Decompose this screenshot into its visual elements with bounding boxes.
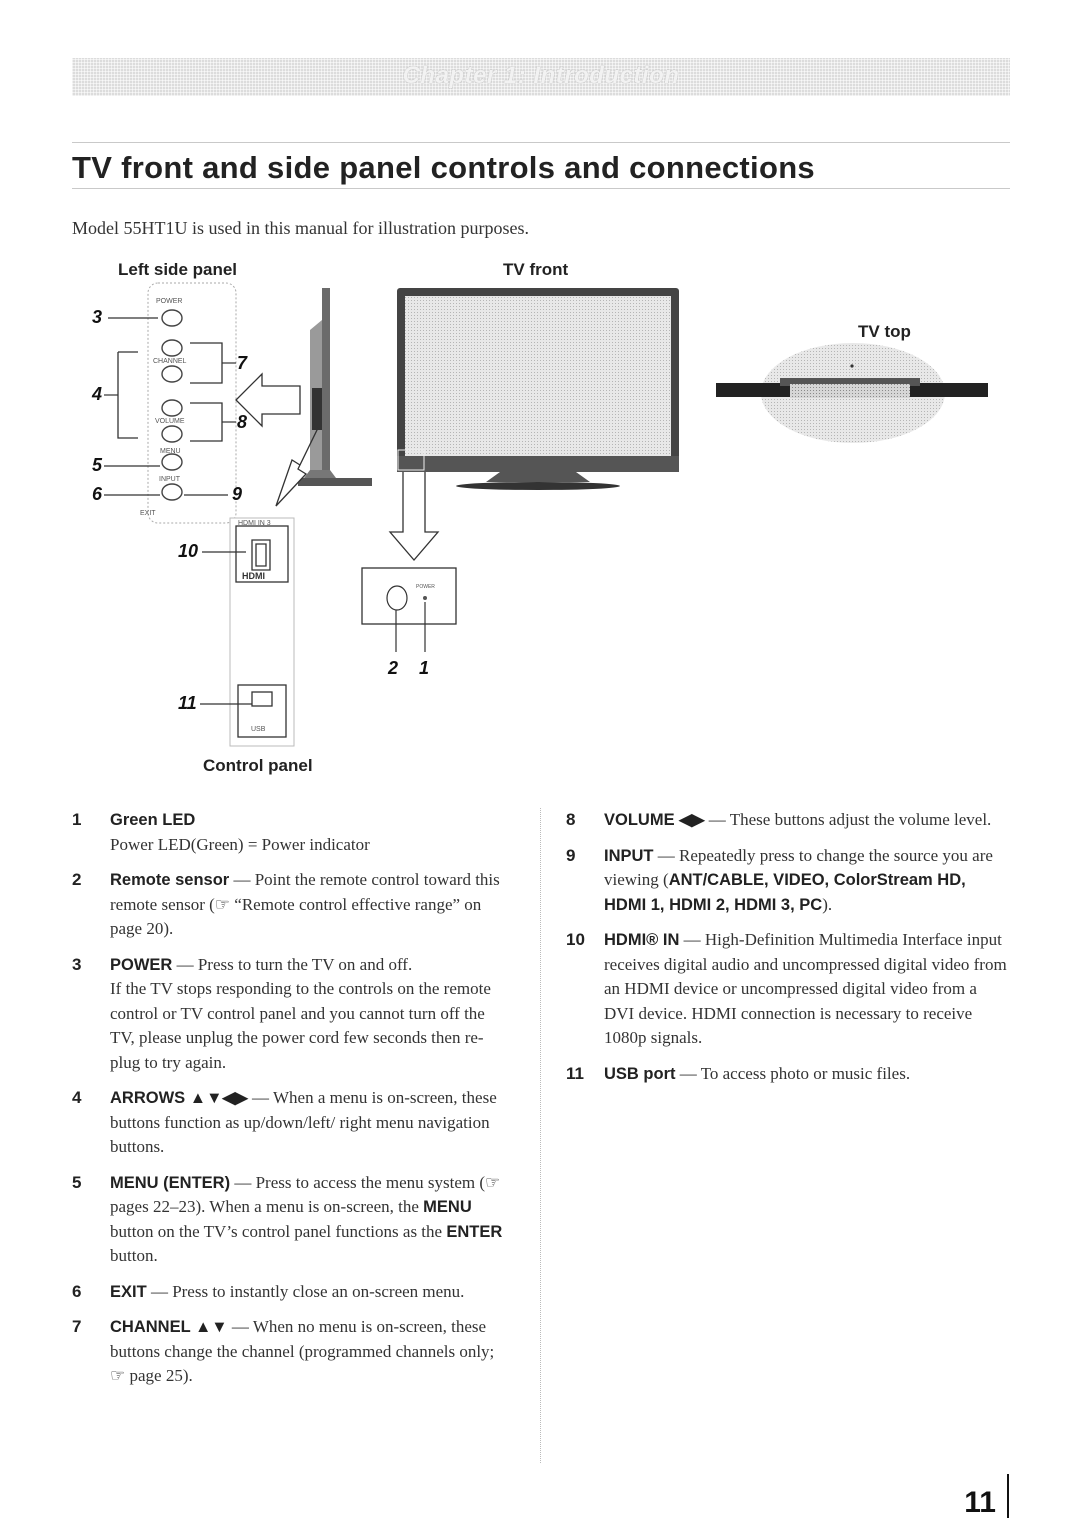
tv-front-label: TV front (503, 260, 569, 279)
hdmi-logo: HDMI (242, 571, 265, 581)
control-panel-label: Control panel (203, 756, 313, 775)
volume-label: VOLUME (155, 418, 185, 425)
volume-left-button-icon (162, 426, 182, 442)
control-panel-drawing (104, 283, 236, 523)
callout-3: 3 (92, 307, 103, 327)
list-item: 5 MENU (ENTER) — Press to access the menu system (☞ pages 22–23). When a menu is on-screen, the MENU button on the TV’s control panel functions as the ENTER button. (72, 1172, 503, 1265)
callout-10: 10 (178, 541, 199, 561)
list-item: 7 CHANNEL ▲▼ — When no menu is on-screen, these buttons change the channel (programmed channels only; ☞ page 25). (72, 1317, 495, 1385)
volume-right-button-icon (162, 400, 182, 416)
tv-top-drawing (716, 343, 988, 443)
list-item: 8 VOLUME ◀▶ — These buttons adjust the volume level. (566, 810, 992, 829)
tv-top-label: TV top (858, 322, 911, 341)
channel-label: CHANNEL (153, 358, 187, 365)
channel-up-button-icon (162, 340, 182, 356)
callout-1: 1 (419, 658, 430, 678)
tv-diagram (0, 0, 1080, 760)
callout-8: 8 (237, 412, 248, 432)
green-led-icon (423, 596, 427, 600)
page-title: TV front and side panel controls and connections (72, 150, 815, 185)
power-label: POWER (156, 298, 183, 305)
connector-panel-drawing (200, 518, 294, 746)
tv-side-view-drawing (236, 288, 372, 506)
list-item: 4 ARROWS ▲▼◀▶ — When a menu is on-screen, these buttons function as up/down/left/ right menu navigation buttons. (72, 1088, 497, 1156)
power-small-label: POWER (416, 584, 435, 590)
input-button-icon (162, 484, 182, 500)
menu-label: MENU (160, 448, 181, 455)
list-item: 9 INPUT — Repeatedly press to change the source you are viewing (ANT/CABLE, VIDEO, ColorStream HD, HDMI 1, HDMI 2, HDMI 3, PC). (566, 845, 993, 914)
callout-4: 4 (92, 384, 103, 404)
items-left-column (72, 808, 512, 1400)
callout-2: 2 (388, 658, 399, 678)
column-divider (540, 808, 541, 1463)
callout-11: 11 (178, 693, 197, 713)
input-label: INPUT (159, 476, 180, 483)
power-button-icon (162, 310, 182, 326)
items-right-column (566, 808, 1010, 1097)
tv-front-drawing (362, 288, 679, 652)
list-item: 3 POWER — Press to turn the TV on and off. If the TV stops responding to the controls on the remote control or TV control panel and you cannot turn off the TV, please unplug the power cord few seconds then re-plug to try again. (72, 954, 491, 1072)
callout-6: 6 (92, 484, 103, 504)
page-number: 11 (964, 1486, 996, 1519)
intro-text: Model 55HT1U is used in this manual for illustration purposes. (72, 218, 529, 238)
callout-9: 9 (232, 484, 243, 504)
list-item: 6 EXIT — Press to instantly close an on-screen menu. (72, 1281, 465, 1301)
usb-label: USB (251, 726, 266, 733)
chapter-banner-text: Chapter 1: Introduction (402, 62, 680, 89)
list-item: 1 Green LED Power LED(Green) = Power indicator (72, 810, 370, 854)
arrow-to-front-detail-icon (390, 472, 438, 560)
list-item: 2 Remote sensor — Point the remote control toward this remote sensor (☞ “Remote control effective range” on page 20). (72, 870, 500, 938)
hdmi-in-3-label: HDMI IN 3 (238, 520, 271, 527)
exit-label: EXIT (140, 510, 156, 517)
list-item: 11 USB port — To access photo or music files. (566, 1063, 911, 1083)
callout-5: 5 (92, 455, 103, 475)
callout-7: 7 (237, 353, 248, 373)
menu-button-icon (162, 454, 182, 470)
channel-down-button-icon (162, 366, 182, 382)
page-number-rule (1007, 1474, 1009, 1518)
list-item: 10 HDMI® IN — High-Definition Multimedia Interface input receives digital audio and uncompressed digital video from an HDMI device or uncompressed digital video from a DVI device. HDMI connection is necessary to receive 1080p signals. (566, 930, 1007, 1047)
left-side-panel-label: Left side panel (118, 260, 238, 279)
